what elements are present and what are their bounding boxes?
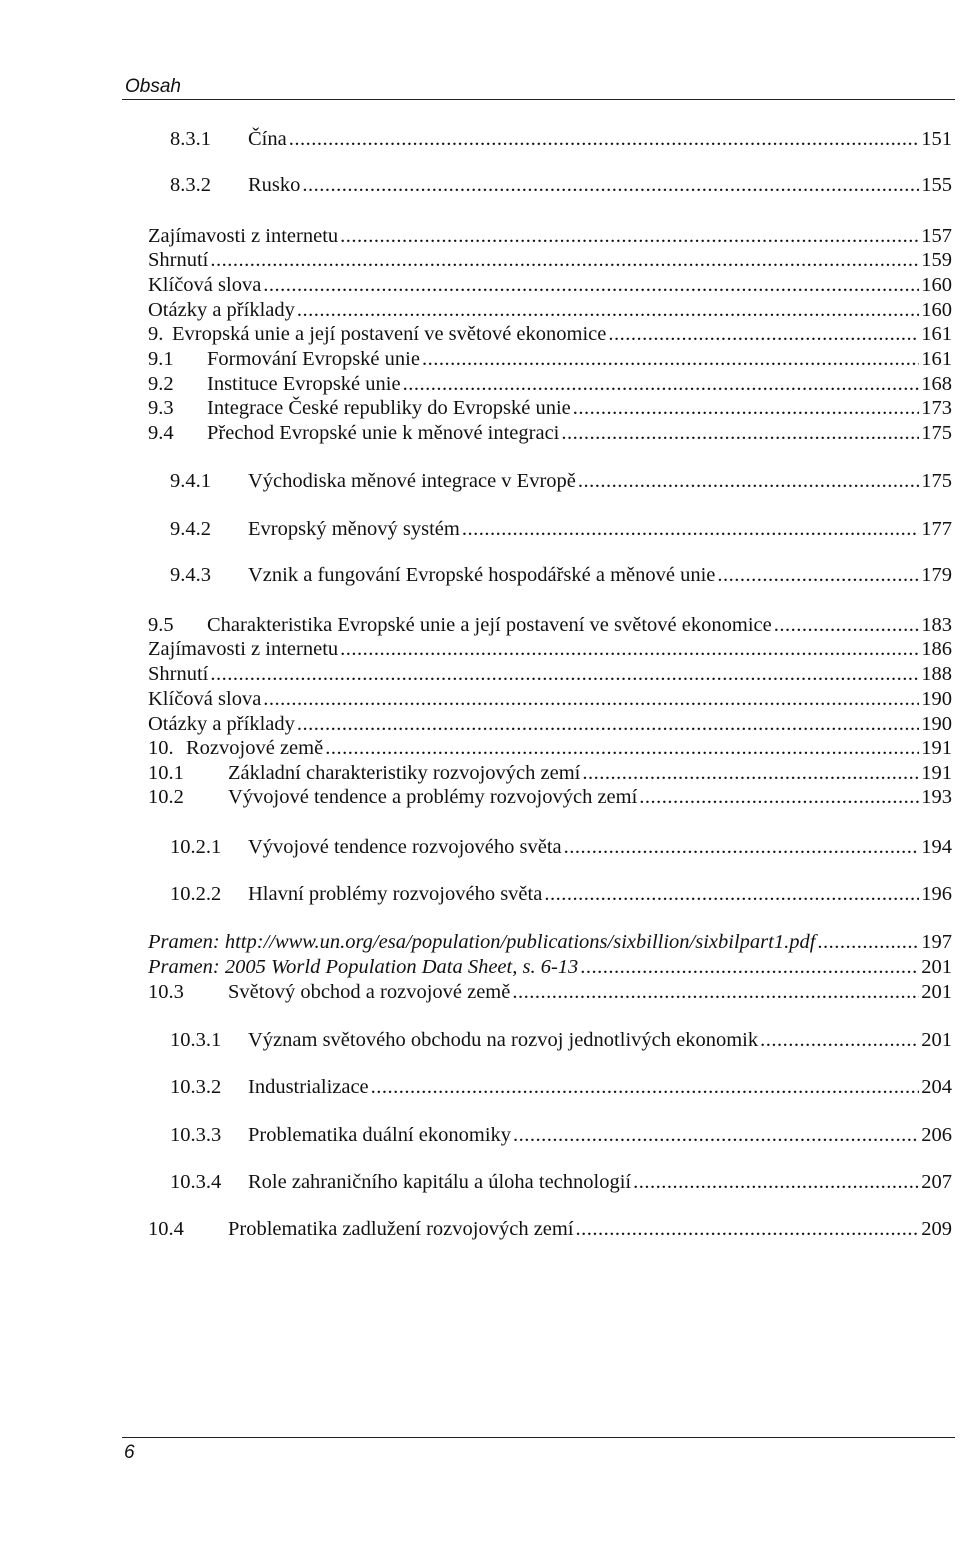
toc-leader-dots bbox=[512, 981, 919, 1004]
toc-entry bbox=[170, 1124, 952, 1150]
toc-entry-title: Evropská unie a její postavení ve světové ekonomice bbox=[172, 323, 607, 345]
toc-leader-dots bbox=[513, 1124, 919, 1147]
toc-entry-number: 10.2.1 bbox=[170, 836, 222, 858]
toc-entry-page: 190 bbox=[921, 688, 952, 710]
toc-leader-dots bbox=[578, 470, 919, 493]
toc-entry bbox=[148, 931, 952, 957]
toc-entry-page: 168 bbox=[921, 373, 952, 395]
toc-entry bbox=[148, 956, 952, 982]
toc-leader-dots bbox=[462, 518, 919, 541]
toc-leader-dots bbox=[608, 323, 919, 346]
toc-entry-title: Problematika zadlužení rozvojových zemí bbox=[228, 1218, 574, 1240]
toc-entry-title: Základní charakteristiky rozvojových zemí bbox=[228, 762, 581, 784]
toc-entry bbox=[170, 174, 952, 200]
toc-entry bbox=[148, 249, 952, 275]
toc-entry bbox=[148, 323, 952, 349]
toc-entry bbox=[148, 737, 952, 763]
toc-entry-page: 201 bbox=[921, 956, 952, 978]
toc-leader-dots bbox=[371, 1076, 920, 1099]
toc-leader-dots bbox=[340, 225, 919, 248]
toc-entry bbox=[148, 348, 952, 374]
toc-entry-number: 10.1 bbox=[148, 762, 184, 784]
toc-entry-page: 161 bbox=[921, 323, 952, 345]
toc-entry-number: 9.4.3 bbox=[170, 564, 211, 586]
toc-entry-page: 191 bbox=[921, 762, 952, 784]
toc-entry bbox=[170, 1171, 952, 1197]
toc-entry-title: Evropský měnový systém bbox=[248, 518, 460, 540]
toc-entry-page: 160 bbox=[921, 274, 952, 296]
toc-entry-number: 10.2 bbox=[148, 786, 184, 808]
toc-leader-dots bbox=[325, 737, 919, 760]
toc-entry-title: Rusko bbox=[248, 174, 301, 196]
toc-entry-page: 155 bbox=[921, 174, 952, 196]
toc-entry bbox=[148, 373, 952, 399]
toc-entry-title: Instituce Evropské unie bbox=[207, 373, 401, 395]
toc-entry-title: Světový obchod a rozvojové země bbox=[228, 981, 511, 1003]
toc-entry-title: Otázky a příklady bbox=[148, 299, 295, 321]
toc-entry bbox=[148, 225, 952, 251]
toc-entry-page: 151 bbox=[921, 128, 952, 150]
toc-entry bbox=[148, 422, 952, 448]
toc-entry-page: 186 bbox=[921, 638, 952, 660]
toc-entry-page: 188 bbox=[921, 663, 952, 685]
toc-entry-page: 209 bbox=[921, 1218, 952, 1240]
toc-entry-title: Vývojové tendence rozvojového světa bbox=[248, 836, 562, 858]
toc-leader-dots bbox=[576, 1218, 920, 1241]
toc-entry-number: 9. bbox=[148, 323, 164, 345]
toc-entry bbox=[148, 981, 952, 1007]
toc-entry-number: 10.2.2 bbox=[170, 883, 222, 905]
toc-leader-dots bbox=[817, 931, 919, 954]
toc-entry-number: 9.3 bbox=[148, 397, 174, 419]
toc-entry-title: Hlavní problémy rozvojového světa bbox=[248, 883, 543, 905]
toc-entry bbox=[170, 564, 952, 590]
toc-entry-title: Shrnutí bbox=[148, 663, 209, 685]
toc-entry-title: Zajímavosti z internetu bbox=[148, 638, 339, 660]
toc-entry-title: Přechod Evropské unie k měnové integraci bbox=[207, 422, 560, 444]
toc-entry-number: 9.4.2 bbox=[170, 518, 211, 540]
toc-entry-title: Čína bbox=[248, 128, 287, 150]
toc-leader-dots bbox=[297, 299, 919, 322]
toc-entry-title: Vznik a fungování Evropské hospodářské a měnové unie bbox=[248, 564, 716, 586]
toc-entry-title: Klíčová slova bbox=[148, 274, 262, 296]
toc-entry bbox=[148, 663, 952, 689]
toc-entry bbox=[170, 518, 952, 544]
toc-entry-title: Význam světového obchodu na rozvoj jednotlivých ekonomik bbox=[248, 1029, 759, 1051]
toc-leader-dots bbox=[289, 128, 920, 151]
toc-entry-title: Zajímavosti z internetu bbox=[148, 225, 339, 247]
toc-entry-number: 10.3.3 bbox=[170, 1124, 222, 1146]
toc-entry bbox=[170, 883, 952, 909]
toc-leader-dots bbox=[760, 1029, 919, 1052]
toc-entry bbox=[170, 1076, 952, 1102]
toc-entry-number: 9.1 bbox=[148, 348, 174, 370]
toc-entry bbox=[148, 638, 952, 664]
toc-entry-number: 10.3.2 bbox=[170, 1076, 222, 1098]
toc-entry-page: 206 bbox=[921, 1124, 952, 1146]
toc-entry-number: 8.3.2 bbox=[170, 174, 211, 196]
page-number: 6 bbox=[124, 1442, 135, 1463]
toc-leader-dots bbox=[561, 422, 919, 445]
toc-entry-page: 201 bbox=[921, 981, 952, 1003]
toc-leader-dots bbox=[422, 348, 919, 371]
toc-leader-dots bbox=[263, 274, 919, 297]
toc-leader-dots bbox=[297, 713, 919, 736]
toc-entry bbox=[148, 688, 952, 714]
toc-entry-page: 161 bbox=[921, 348, 952, 370]
toc-entry bbox=[148, 762, 952, 788]
header-rule bbox=[122, 99, 955, 100]
toc-entry-page: 201 bbox=[921, 1029, 952, 1051]
toc-entry bbox=[148, 397, 952, 423]
toc-entry-page: 160 bbox=[921, 299, 952, 321]
toc-entry-title: Klíčová slova bbox=[148, 688, 262, 710]
toc-entry-number: 8.3.1 bbox=[170, 128, 211, 150]
toc-entry-page: 194 bbox=[921, 836, 952, 858]
toc-entry-number: 10.3.1 bbox=[170, 1029, 222, 1051]
toc-entry bbox=[148, 299, 952, 325]
toc-leader-dots bbox=[573, 397, 919, 420]
toc-leader-dots bbox=[403, 373, 920, 396]
toc-entry-number: 9.2 bbox=[148, 373, 174, 395]
toc-entry-title: Rozvojové země bbox=[186, 737, 324, 759]
toc-entry-page: 179 bbox=[921, 564, 952, 586]
toc-entry-title: Integrace České republiky do Evropské unie bbox=[207, 397, 571, 419]
toc-entry-title: Otázky a příklady bbox=[148, 713, 295, 735]
toc-entry-page: 175 bbox=[921, 470, 952, 492]
toc-leader-dots bbox=[774, 614, 920, 637]
toc-entry-number: 10.4 bbox=[148, 1218, 184, 1240]
toc-entry-page: 177 bbox=[921, 518, 952, 540]
toc-leader-dots bbox=[580, 956, 919, 979]
toc-entry-page: 183 bbox=[921, 614, 952, 636]
toc-entry-page: 157 bbox=[921, 225, 952, 247]
toc-entry bbox=[148, 274, 952, 300]
toc-entry-page: 159 bbox=[921, 249, 952, 271]
toc-leader-dots bbox=[302, 174, 919, 197]
toc-leader-dots bbox=[582, 762, 919, 785]
toc-entry-page: 197 bbox=[921, 931, 952, 953]
toc-entry bbox=[148, 713, 952, 739]
toc-entry-title: Pramen: http://www.un.org/esa/population/publications/sixbillion/sixbilpart1.pdf bbox=[148, 931, 816, 953]
section-header: Obsah bbox=[125, 76, 181, 97]
toc-entry-title: Vývojové tendence a problémy rozvojových zemí bbox=[228, 786, 638, 808]
toc-leader-dots bbox=[544, 883, 919, 906]
toc-entry-page: 190 bbox=[921, 713, 952, 735]
toc-entry-number: 9.4 bbox=[148, 422, 174, 444]
toc-entry-page: 193 bbox=[921, 786, 952, 808]
toc-leader-dots bbox=[210, 249, 919, 272]
toc-entry-page: 207 bbox=[921, 1171, 952, 1193]
toc-entry bbox=[170, 128, 952, 154]
toc-leader-dots bbox=[340, 638, 919, 661]
toc-entry-number: 10.3 bbox=[148, 981, 184, 1003]
toc-entry-number: 10. bbox=[148, 737, 174, 759]
toc-entry-page: 196 bbox=[921, 883, 952, 905]
toc-entry bbox=[170, 470, 952, 496]
toc-entry bbox=[148, 786, 952, 812]
toc-entry-page: 173 bbox=[921, 397, 952, 419]
toc-entry-title: Formování Evropské unie bbox=[207, 348, 420, 370]
toc-entry bbox=[170, 836, 952, 862]
toc-entry-title: Role zahraničního kapitálu a úloha technologií bbox=[248, 1171, 632, 1193]
toc-entry bbox=[148, 1218, 952, 1244]
toc-leader-dots bbox=[633, 1171, 919, 1194]
toc-entry-page: 204 bbox=[921, 1076, 952, 1098]
toc-entry bbox=[148, 614, 952, 640]
toc-leader-dots bbox=[717, 564, 919, 587]
toc-entry-page: 175 bbox=[921, 422, 952, 444]
toc-entry-title: Charakteristika Evropské unie a její postavení ve světové ekonomice bbox=[207, 614, 772, 636]
toc-entry-title: Shrnutí bbox=[148, 249, 209, 271]
toc-entry bbox=[170, 1029, 952, 1055]
toc-entry-number: 9.5 bbox=[148, 614, 174, 636]
toc-entry-title: Pramen: 2005 World Population Data Sheet, s. 6-13 bbox=[148, 956, 579, 978]
toc-leader-dots bbox=[210, 663, 919, 686]
footer-rule bbox=[122, 1437, 955, 1438]
toc-entry-title: Industrializace bbox=[248, 1076, 369, 1098]
toc-leader-dots bbox=[263, 688, 919, 711]
toc-entry-title: Východiska měnové integrace v Evropě bbox=[248, 470, 576, 492]
toc-entry-page: 191 bbox=[921, 737, 952, 759]
toc-entry-title: Problematika duální ekonomiky bbox=[248, 1124, 512, 1146]
toc-entry-number: 9.4.1 bbox=[170, 470, 211, 492]
toc-entry-number: 10.3.4 bbox=[170, 1171, 222, 1193]
toc-leader-dots bbox=[564, 836, 920, 859]
toc-leader-dots bbox=[639, 786, 919, 809]
